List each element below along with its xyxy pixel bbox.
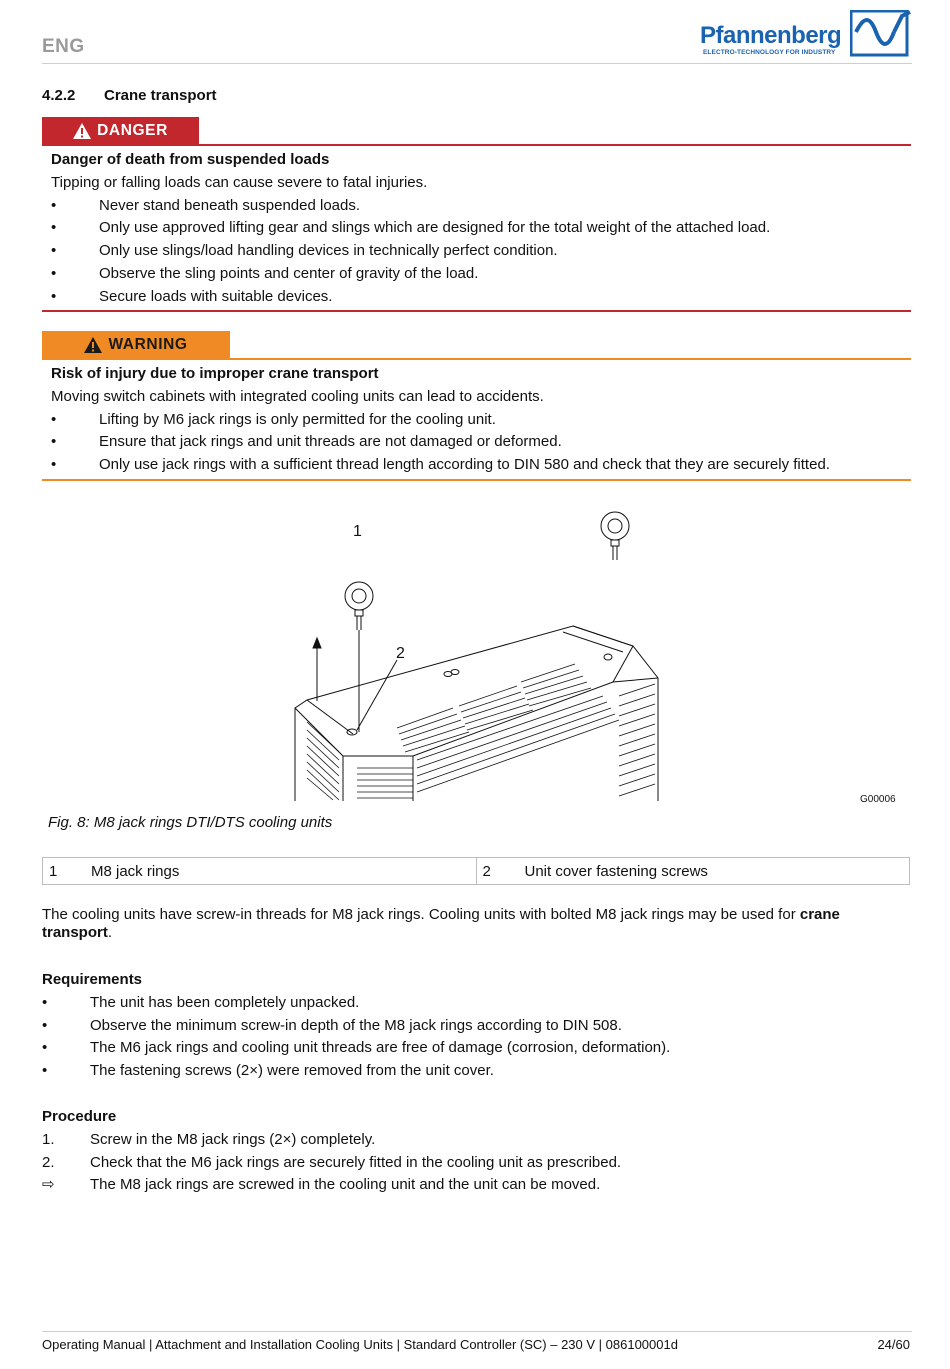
warning-heading: Risk of injury due to improper crane transport	[51, 365, 379, 382]
list-item: • The fastening screws (2×) were removed from the unit cover.	[42, 1062, 494, 1080]
danger-label: DANGER	[97, 122, 168, 139]
list-item: 1. Screw in the M8 jack rings (2×) completely.	[42, 1130, 376, 1148]
danger-bottom-rule	[42, 310, 911, 312]
warning-triangle-icon	[84, 337, 102, 353]
header-rule	[42, 63, 912, 64]
warning-top-rule	[42, 358, 911, 360]
list-item: • Never stand beneath suspended loads.	[51, 196, 361, 214]
danger-top-rule	[42, 144, 911, 146]
warning-list	[51, 409, 911, 477]
requirements-heading: Requirements	[42, 971, 143, 988]
footer-text: Operating Manual | Attachment and Installation Cooling Units | Standard Controller (SC) – 230 V | 086100001d	[42, 1337, 678, 1352]
warning-banner	[42, 331, 230, 359]
legend-table	[42, 857, 910, 885]
list-item: ⇨ The M8 jack rings are screwed in the cooling unit and the unit can be moved.	[42, 1174, 910, 1197]
warning-bottom-rule	[42, 479, 911, 481]
list-item: • Lifting by M6 jack rings is only permitted for the cooling unit.	[51, 410, 496, 428]
callout-1: 1	[353, 523, 362, 540]
requirements-section	[42, 969, 910, 1083]
list-item: • Secure loads with suitable devices.	[51, 287, 333, 305]
danger-list	[51, 195, 911, 309]
footer-rule	[42, 1331, 912, 1332]
list-item: • Observe the sling points and center of gravity of the load.	[51, 264, 479, 282]
legend-text: Unit cover fastening screws	[524, 862, 708, 880]
figure-caption: Fig. 8: M8 jack rings DTI/DTS cooling units	[48, 814, 333, 831]
warning-intro: Moving switch cabinets with integrated cooling units can lead to accidents.	[51, 387, 544, 405]
page-number: 24/60	[877, 1337, 910, 1352]
section-number: 4.2.2	[42, 87, 76, 104]
table-row	[476, 858, 910, 884]
table-row	[43, 858, 476, 884]
danger-banner	[42, 117, 199, 145]
danger-intro: Tipping or falling loads can cause severe to fatal injuries.	[51, 173, 428, 191]
warning-content	[51, 363, 911, 477]
procedure-list	[42, 1129, 910, 1197]
legend-text: M8 jack rings	[91, 862, 180, 880]
logo-tagline: ELECTRO-TECHNOLOGY FOR INDUSTRY	[703, 49, 836, 56]
figure-id: G00006	[860, 794, 896, 805]
procedure-section	[42, 1106, 910, 1197]
procedure-heading: Procedure	[42, 1108, 117, 1125]
list-item: 2. Check that the M6 jack rings are securely fitted in the cooling unit as prescribed.	[42, 1153, 622, 1171]
legend-number: 2	[482, 862, 491, 880]
section-title	[42, 87, 217, 104]
callout-2: 2	[396, 645, 405, 662]
pfannenberg-logo-mark-icon	[850, 10, 912, 58]
warning-label: WARNING	[108, 336, 188, 353]
list-item: • The M6 jack rings and cooling unit threads are free of damage (corrosion, deformation).	[42, 1039, 671, 1057]
logo-name: Pfannenberg	[700, 22, 842, 49]
result-arrow-icon: ⇨	[42, 1176, 55, 1194]
danger-content	[51, 149, 911, 309]
requirements-list	[42, 992, 910, 1083]
body-paragraph: The cooling units have screw-in threads for M8 jack rings. Cooling units with bolted M8 jack rings may be used for crane transport.	[42, 906, 840, 941]
company-logo	[700, 8, 912, 60]
warning-triangle-icon	[73, 123, 91, 139]
legend-number: 1	[49, 862, 58, 880]
cooling-unit-illustration	[293, 506, 659, 801]
list-item: • Only use slings/load handling devices in technically perfect condition.	[51, 242, 558, 260]
section-title-text: Crane transport	[104, 87, 217, 104]
list-item: • The unit has been completely unpacked.	[42, 993, 360, 1011]
danger-heading: Danger of death from suspended loads	[51, 151, 330, 168]
list-item: • Ensure that jack rings and unit threads are not damaged or deformed.	[51, 433, 562, 451]
list-item: • Only use approved lifting gear and slings which are designed for the total weight of the attached load.	[51, 219, 771, 237]
language-label: ENG	[42, 36, 85, 57]
list-item: • Only use jack rings with a sufficient thread length according to DIN 580 and check that they are securely fitted.	[51, 456, 830, 474]
body-bold-term: crane transport	[42, 906, 840, 941]
list-item: • Observe the minimum screw-in depth of the M8 jack rings according to DIN 508.	[42, 1016, 622, 1034]
